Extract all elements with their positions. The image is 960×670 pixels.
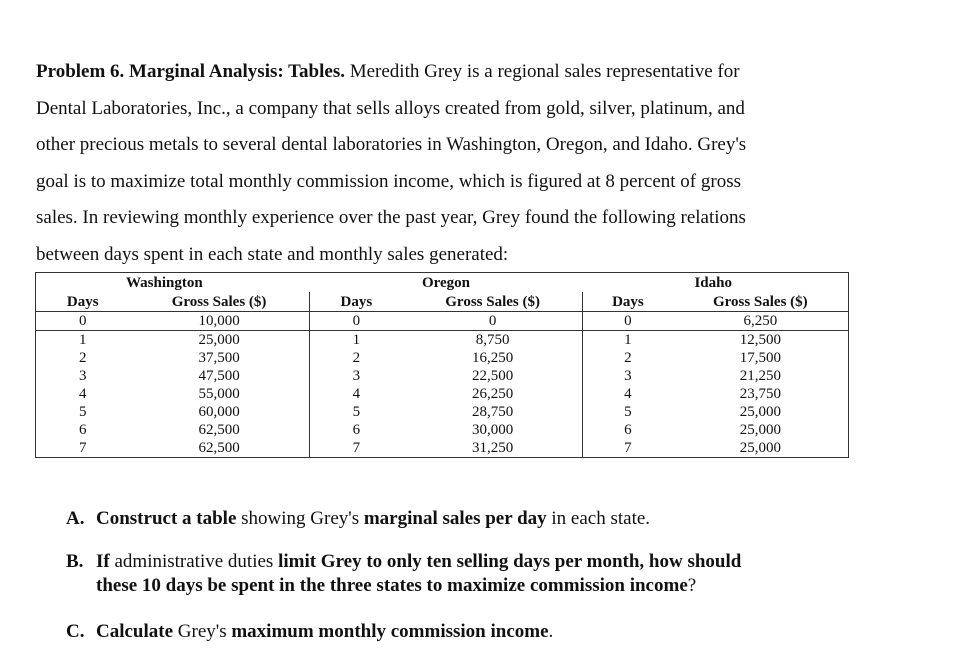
- table-row: [36, 403, 849, 421]
- days-cell-washington: 3: [78, 368, 87, 384]
- sales-cell-washington: 62,500: [198, 422, 240, 438]
- days-cell-oregon: 6: [309, 421, 403, 439]
- sales-table: [35, 272, 849, 458]
- days-cell-washington: 2: [78, 350, 87, 366]
- questions: [66, 506, 866, 645]
- sales-cell-idaho: 6,250: [673, 312, 849, 331]
- days-cell-oregon: 7: [309, 439, 403, 458]
- sales-cell-idaho: 17,500: [739, 350, 781, 366]
- question-b-label: B.: [66, 551, 84, 572]
- sales-cell-idaho: 25,000: [739, 440, 781, 456]
- table-row: [36, 439, 849, 458]
- sales-cell-washington: 47,500: [198, 368, 240, 384]
- sales-cell-oregon: 31,250: [472, 440, 514, 456]
- days-cell-oregon: 0: [309, 312, 403, 331]
- sales-cell-oregon: 22,500: [472, 368, 514, 384]
- sales-cell-washington: 37,500: [198, 350, 240, 366]
- days-cell-washington: 0: [36, 312, 130, 331]
- days-cell-washington: 4: [78, 386, 87, 402]
- days-cell-washington: 5: [78, 404, 87, 420]
- problem-line-3: other precious metals to several dental laboratories in Washington, Oregon, and Idaho. Grey's: [36, 134, 747, 155]
- question-c: C. Calculate Grey's maximum monthly commission income.: [66, 619, 866, 645]
- question-c-label: C.: [66, 621, 85, 642]
- question-b: B. If administrative duties limit Grey to only ten selling days per month, how should these 10 days be spent in the three states to maximize commission income?: [66, 551, 742, 596]
- state-idaho: Idaho: [694, 274, 732, 291]
- days-cell-oregon: 5: [309, 403, 403, 421]
- days-cell-idaho: 0: [583, 312, 673, 331]
- days-cell-idaho: 5: [583, 403, 673, 421]
- col-header-gross-sales: Gross Sales ($): [673, 292, 849, 312]
- days-cell-oregon: 1: [309, 331, 403, 350]
- days-cell-idaho: 3: [583, 367, 673, 385]
- sales-cell-oregon: 0: [403, 312, 583, 331]
- sales-cell-oregon: 16,250: [472, 350, 514, 366]
- problem-line-4: goal is to maximize total monthly commission income, which is figured at 8 percent of gross: [36, 170, 741, 192]
- problem-line-6: between days spent in each state and monthly sales generated:: [36, 243, 509, 265]
- sales-cell-washington: 55,000: [198, 386, 240, 402]
- problem-line-5: sales. In reviewing monthly experience over the past year, Grey found the following relations: [36, 207, 746, 228]
- col-header-gross-sales: Gross Sales ($): [403, 292, 583, 312]
- sales-cell-idaho: 25,000: [739, 422, 781, 438]
- sales-table-body: [36, 273, 849, 458]
- column-header-row: [36, 292, 849, 312]
- problem-line-2: Dental Laboratories, Inc., a company that sells alloys created from gold, silver, platinum, and: [36, 97, 745, 119]
- sales-cell-oregon: 26,250: [472, 386, 514, 402]
- days-cell-idaho: 6: [583, 421, 673, 439]
- state-header-row: [36, 273, 849, 293]
- table-row: [36, 385, 849, 403]
- table-row: [36, 312, 849, 331]
- days-cell-idaho: 1: [583, 331, 673, 350]
- days-cell-idaho: 4: [583, 385, 673, 403]
- sales-cell-washington: 62,500: [198, 440, 240, 456]
- days-cell-oregon: 3: [309, 367, 403, 385]
- col-header-days: Days: [309, 292, 403, 312]
- state-oregon: Oregon: [421, 274, 470, 291]
- days-cell-washington: 7: [78, 440, 87, 456]
- sales-cell-washington: 60,000: [198, 404, 240, 420]
- days-cell-washington: 6: [78, 422, 87, 438]
- days-cell-idaho: 7: [583, 439, 673, 458]
- col-header-days: Days: [36, 292, 130, 312]
- sales-cell-washington: 10,000: [129, 312, 309, 331]
- sales-cell-oregon: 8,750: [475, 332, 510, 348]
- problem-line-1: Problem 6. Marginal Analysis: Tables. Meredith Grey is a regional sales representative for: [36, 61, 740, 82]
- days-cell-washington: 1: [78, 332, 87, 348]
- sales-cell-washington: 25,000: [198, 332, 240, 348]
- days-cell-oregon: 4: [309, 385, 403, 403]
- days-cell-idaho: 2: [583, 349, 673, 367]
- problem-statement: [36, 54, 836, 273]
- table-row: [36, 331, 849, 350]
- sales-cell-idaho: 21,250: [739, 368, 781, 384]
- sales-cell-idaho: 12,500: [739, 332, 781, 348]
- state-washington: Washington: [126, 274, 203, 291]
- sales-cell-oregon: 28,750: [472, 404, 514, 420]
- sales-cell-idaho: 23,750: [739, 386, 781, 402]
- table-row: [36, 367, 849, 385]
- sales-cell-oregon: 30,000: [472, 422, 514, 438]
- question-a: A. Construct a table showing Grey's marginal sales per day in each state.: [66, 506, 866, 532]
- col-header-gross-sales: Gross Sales ($): [129, 292, 309, 312]
- days-cell-oregon: 2: [309, 349, 403, 367]
- table-row: [36, 349, 849, 367]
- table-row: [36, 421, 849, 439]
- problem-heading: Problem 6. Marginal Analysis: Tables.: [36, 61, 345, 82]
- question-a-label: A.: [66, 508, 85, 529]
- col-header-days: Days: [583, 292, 673, 312]
- sales-cell-idaho: 25,000: [739, 404, 781, 420]
